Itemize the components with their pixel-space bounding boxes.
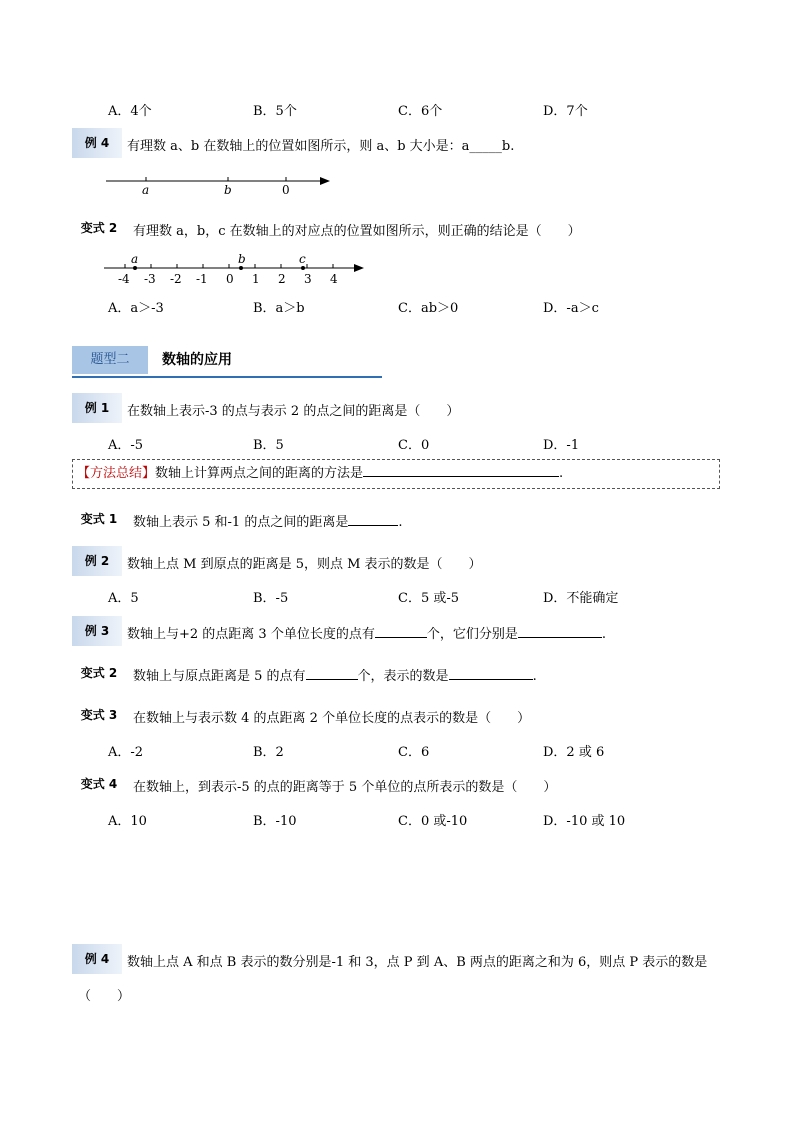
variant-2-question: 有理数 a，b，c 在数轴上的对应点的位置如图所示，则正确的结论是（ ） [133, 224, 581, 239]
period: . [532, 669, 537, 684]
variant-2-options [108, 297, 708, 315]
tick-label: -2 [170, 272, 182, 286]
period: . [559, 466, 564, 481]
section-badge: 题型二 [72, 346, 148, 374]
example-3-text-2: 个，它们分别是 [426, 627, 518, 642]
section-heading [72, 346, 382, 378]
variant-1-tag: 变式 1 [80, 512, 118, 526]
option-b: B．-5 [253, 591, 289, 606]
answer-blank-count[interactable] [375, 625, 427, 638]
example-3-tag: 例 3 [72, 616, 122, 646]
example-4-tag: 例 4 [72, 128, 122, 158]
variant-2b-question [133, 665, 537, 684]
example-2-question: 数轴上点 M 到原点的距离是 5，则点 M 表示的数是（ ） [127, 557, 482, 572]
example-3-text-1: 数轴上与+2 的点距离 3 个单位长度的点有 [127, 627, 375, 642]
answer-blank-count[interactable] [306, 667, 358, 680]
option-d: D．-10 或 10 [543, 814, 626, 829]
variant-2b-tag: 变式 2 [80, 666, 118, 680]
tick-label: 0 [226, 272, 234, 286]
point-c [301, 266, 305, 270]
variant-3-question: 在数轴上与表示数 4 的点距离 2 个单位长度的点表示的数是（ ） [133, 711, 531, 726]
tick-label: 3 [304, 272, 312, 286]
period: . [601, 627, 606, 642]
example-3-question [127, 623, 606, 642]
answer-blank-values[interactable] [449, 667, 533, 680]
option-a: A．a＞-3 [108, 301, 164, 316]
variant-4-tag: 变式 4 [80, 777, 118, 791]
label-point-c: c [299, 252, 306, 266]
point-a [133, 266, 137, 270]
method-summary-text: 数轴上计算两点之间的距离的方法是 [155, 466, 364, 481]
section-title: 数轴的应用 [162, 352, 232, 368]
method-summary-box [72, 459, 720, 489]
answer-blank[interactable] [363, 464, 559, 477]
variant-4-options [108, 810, 708, 828]
example-1-question: 在数轴上表示-3 的点与表示 2 的点之间的距离是（ ） [127, 404, 460, 419]
option-b: B．-10 [253, 814, 297, 829]
option-c: C．5 或-5 [398, 591, 460, 606]
number-line-ab [100, 170, 340, 198]
number-line-abc [100, 250, 370, 288]
variant-1-question [133, 511, 402, 530]
tick-label: -1 [196, 272, 208, 286]
tick-label: -3 [144, 272, 156, 286]
answer-blank-values[interactable] [518, 625, 602, 638]
prev-question-options [108, 100, 708, 118]
tick-label: 2 [278, 272, 286, 286]
option-a: A．-5 [108, 438, 144, 453]
option-c: C．0 [398, 438, 430, 453]
example-4b-question-cont: （ ） [78, 989, 131, 1004]
option-d: D．2 或 6 [543, 745, 605, 760]
option-a: A．4个 [108, 104, 152, 119]
axis-arrow [354, 264, 364, 272]
label-point-b: b [238, 252, 246, 266]
label-b: b [224, 183, 232, 197]
option-d: D．7个 [543, 104, 588, 119]
option-d: D．-1 [543, 438, 580, 453]
tick-label: 4 [330, 272, 338, 286]
variant-1-text: 数轴上表示 5 和-1 的点之间的距离是 [133, 515, 349, 530]
variant-3-options [108, 741, 708, 759]
option-b: B．2 [253, 745, 284, 760]
option-b: B．5 [253, 438, 284, 453]
label-point-a: a [131, 252, 139, 266]
option-b: B．5个 [253, 104, 297, 119]
tick-label: -4 [118, 272, 130, 286]
example-4-question: 有理数 a、b 在数轴上的位置如图所示，则 a、b 大小是：a_____b. [127, 139, 515, 154]
variant-2b-text-2: 个，表示的数是 [357, 669, 449, 684]
example-4b-question: 数轴上点 A 和点 B 表示的数分别是-1 和 3，点 P 到 A、B 两点的距离之和为 6，则点 P 表示的数是 [127, 955, 708, 970]
variant-4-question: 在数轴上，到表示-5 的点的距离等于 5 个单位的点所表示的数是（ ） [133, 780, 557, 795]
option-a: A．5 [108, 591, 139, 606]
method-summary-header: 【方法总结】 [77, 466, 156, 481]
option-d: D．不能确定 [543, 591, 619, 606]
tick-label: 1 [252, 272, 260, 286]
option-b: B．a＞b [253, 301, 305, 316]
axis-arrow [320, 177, 330, 185]
variant-3-tag: 变式 3 [80, 708, 118, 722]
option-c: C．6个 [398, 104, 443, 119]
period: . [398, 515, 403, 530]
example-2-options [108, 587, 708, 605]
label-zero: 0 [282, 183, 290, 197]
example-1-options [108, 434, 708, 452]
option-c: C．0 或-10 [398, 814, 468, 829]
example-1-tag: 例 1 [72, 393, 122, 423]
variant-2b-text-1: 数轴上与原点距离是 5 的点有 [133, 669, 306, 684]
option-c: C．6 [398, 745, 430, 760]
answer-blank[interactable] [348, 513, 398, 526]
option-a: A．-2 [108, 745, 144, 760]
point-b [239, 266, 243, 270]
variant-2-tag: 变式 2 [80, 221, 118, 235]
label-a: a [142, 183, 150, 197]
example-2-tag: 例 2 [72, 546, 122, 576]
option-a: A．10 [108, 814, 147, 829]
example-4b-tag: 例 4 [72, 944, 122, 974]
option-d: D．-a＞c [543, 301, 599, 316]
option-c: C．ab＞0 [398, 301, 459, 316]
